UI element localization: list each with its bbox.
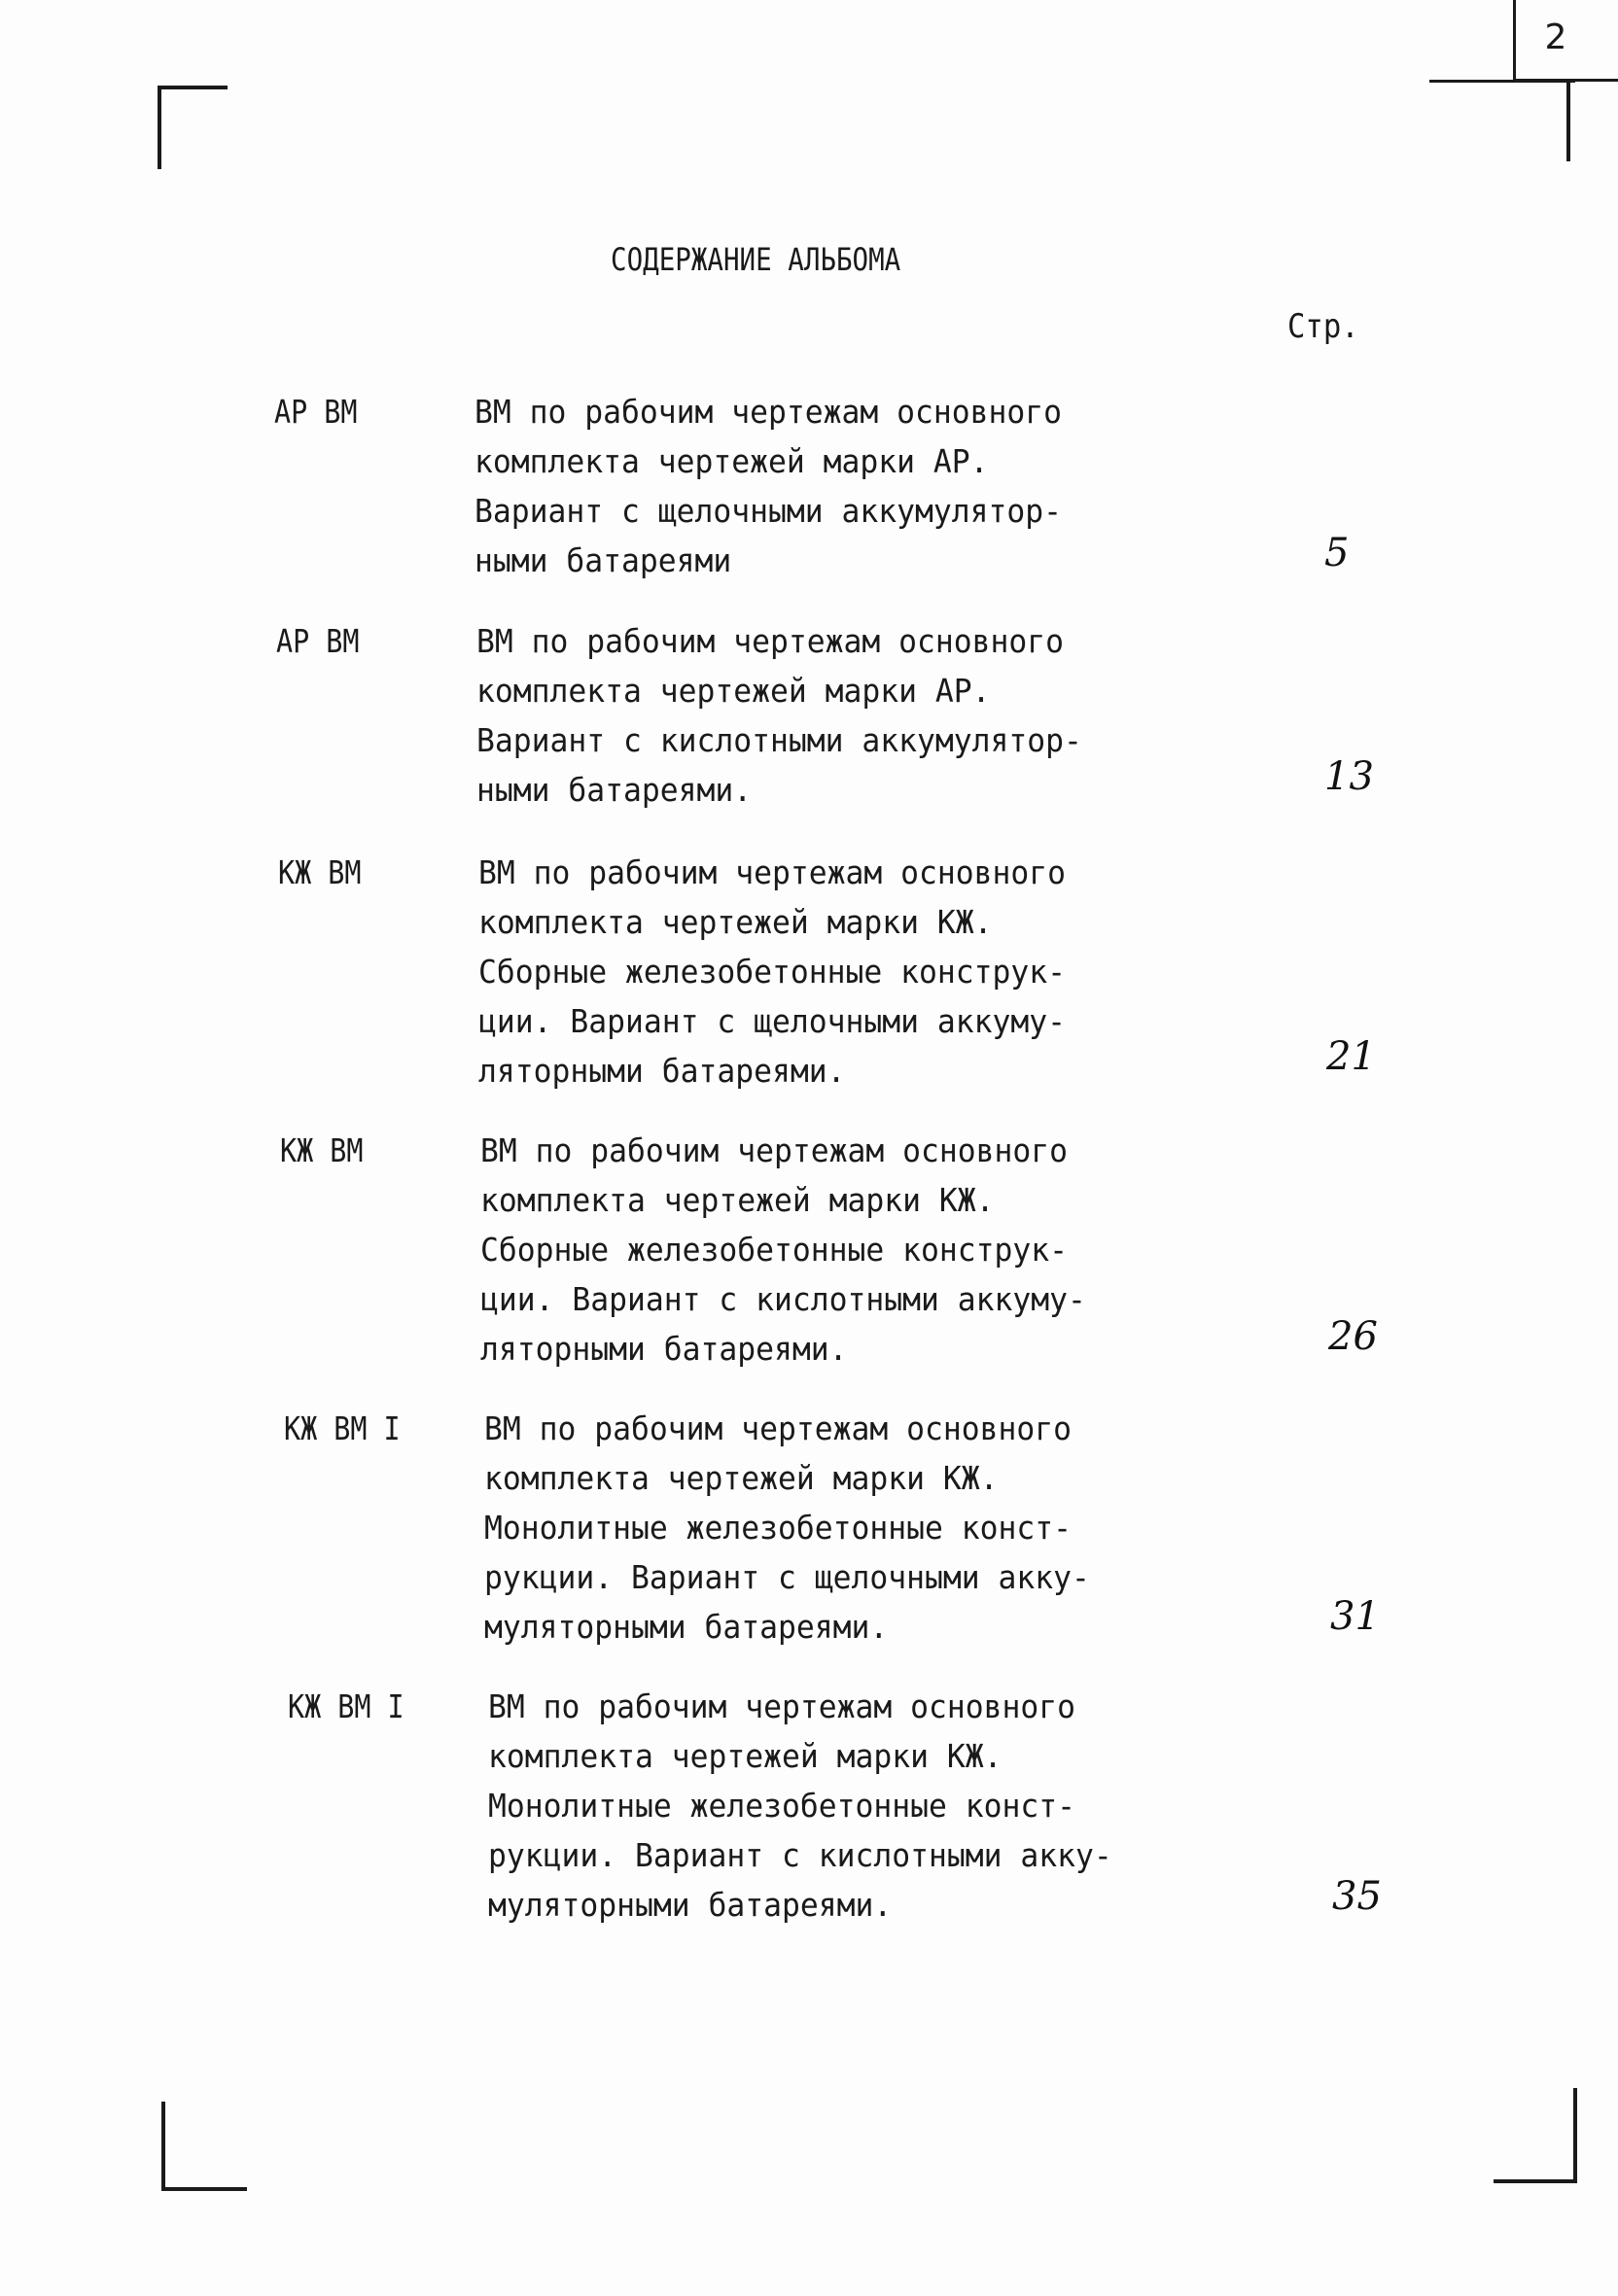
entry-description-line: Сборные железобетонные конструк- (480, 1231, 1068, 1269)
entry-description-line: ции. Вариант с щелочными аккуму- (478, 1002, 1066, 1040)
entry-description-line: ными батареями. (476, 771, 753, 809)
entry-description (488, 1682, 1169, 1930)
entry-description (478, 848, 1159, 1096)
entry-code: КЖ ВМ (280, 1131, 364, 1169)
entry-description-line: комплекта чертежей марки АР. (475, 442, 989, 480)
entry-description-line: ВМ по рабочим чертежам основного (475, 393, 1062, 431)
entry-code: АР ВМ (276, 622, 360, 660)
entry-page-number: 13 (1324, 754, 1374, 799)
entry-description-line: муляторными батареями. (484, 1608, 889, 1646)
entry-page-number: 35 (1332, 1874, 1382, 1919)
entry-description-line: Монолитные железобетонные конст- (484, 1509, 1072, 1547)
entry-description-line: рукции. Вариант с кислотными акку- (488, 1836, 1112, 1874)
entry-description-line: ВМ по рабочим чертежам основного (476, 622, 1064, 660)
corner-mark-top-right-v (1566, 82, 1570, 161)
entry-description-line: ляторными батареями. (478, 1052, 846, 1090)
entry-description (476, 616, 1157, 815)
entry-description-line: Сборные железобетонные конструк- (478, 953, 1066, 991)
page-number: 2 (1544, 17, 1567, 57)
corner-mark-top-left (158, 86, 161, 169)
entry-page-number: 5 (1324, 531, 1350, 575)
entry-description-line: ляторными батареями. (480, 1330, 848, 1368)
corner-mark-top-left-h (158, 86, 228, 89)
entry-code: КЖ ВМ (278, 853, 362, 891)
entry-description-line: ВМ по рабочим чертежам основного (484, 1409, 1072, 1447)
entry-code: АР ВМ (274, 393, 358, 431)
entry-description-line: комплекта чертежей марки КЖ. (478, 903, 993, 941)
entry-page-number: 21 (1326, 1034, 1376, 1079)
entry-code: КЖ ВМ I (288, 1687, 404, 1725)
entry-description-line: муляторными батареями. (488, 1886, 893, 1924)
entry-description-line: ВМ по рабочим чертежам основного (478, 853, 1066, 891)
entry-code: КЖ ВМ I (284, 1409, 401, 1447)
entry-description-line: ВМ по рабочим чертежам основного (488, 1687, 1075, 1725)
pages-column-header: Стр. (1287, 307, 1359, 346)
entry-page-number: 26 (1328, 1314, 1378, 1359)
entry-description (484, 1404, 1165, 1652)
entry-description-line: ными батареями (475, 541, 732, 579)
entry-description-line: комплекта чертежей марки КЖ. (480, 1181, 995, 1219)
entry-description-line: комплекта чертежей марки АР. (476, 672, 991, 710)
entry-description-line: ВМ по рабочим чертежам основного (480, 1131, 1068, 1169)
entry-description (475, 387, 1155, 585)
album-contents-title: СОДЕРЖАНИЕ АЛЬБОМА (611, 241, 901, 278)
entry-description-line: Монолитные железобетонные конст- (488, 1787, 1075, 1825)
entry-description (480, 1126, 1161, 1374)
entry-page-number: 31 (1330, 1594, 1380, 1639)
entry-description-line: комплекта чертежей марки КЖ. (484, 1459, 999, 1497)
corner-mark-top-right-h (1429, 80, 1575, 83)
entry-description-line: комплекта чертежей марки КЖ. (488, 1737, 1002, 1775)
corner-mark-bottom-right-v (1573, 2088, 1577, 2181)
corner-mark-bottom-left-h (161, 2187, 247, 2191)
corner-mark-bottom-left-v (161, 2102, 165, 2191)
entry-description-line: Вариант с щелочными аккумулятор- (475, 492, 1062, 530)
entry-description-line: рукции. Вариант с щелочными акку- (484, 1558, 1090, 1596)
corner-mark-bottom-right-h (1494, 2179, 1577, 2183)
entry-description-line: ции. Вариант с кислотными аккуму- (480, 1280, 1086, 1318)
entry-description-line: Вариант с кислотными аккумулятор- (476, 721, 1082, 759)
